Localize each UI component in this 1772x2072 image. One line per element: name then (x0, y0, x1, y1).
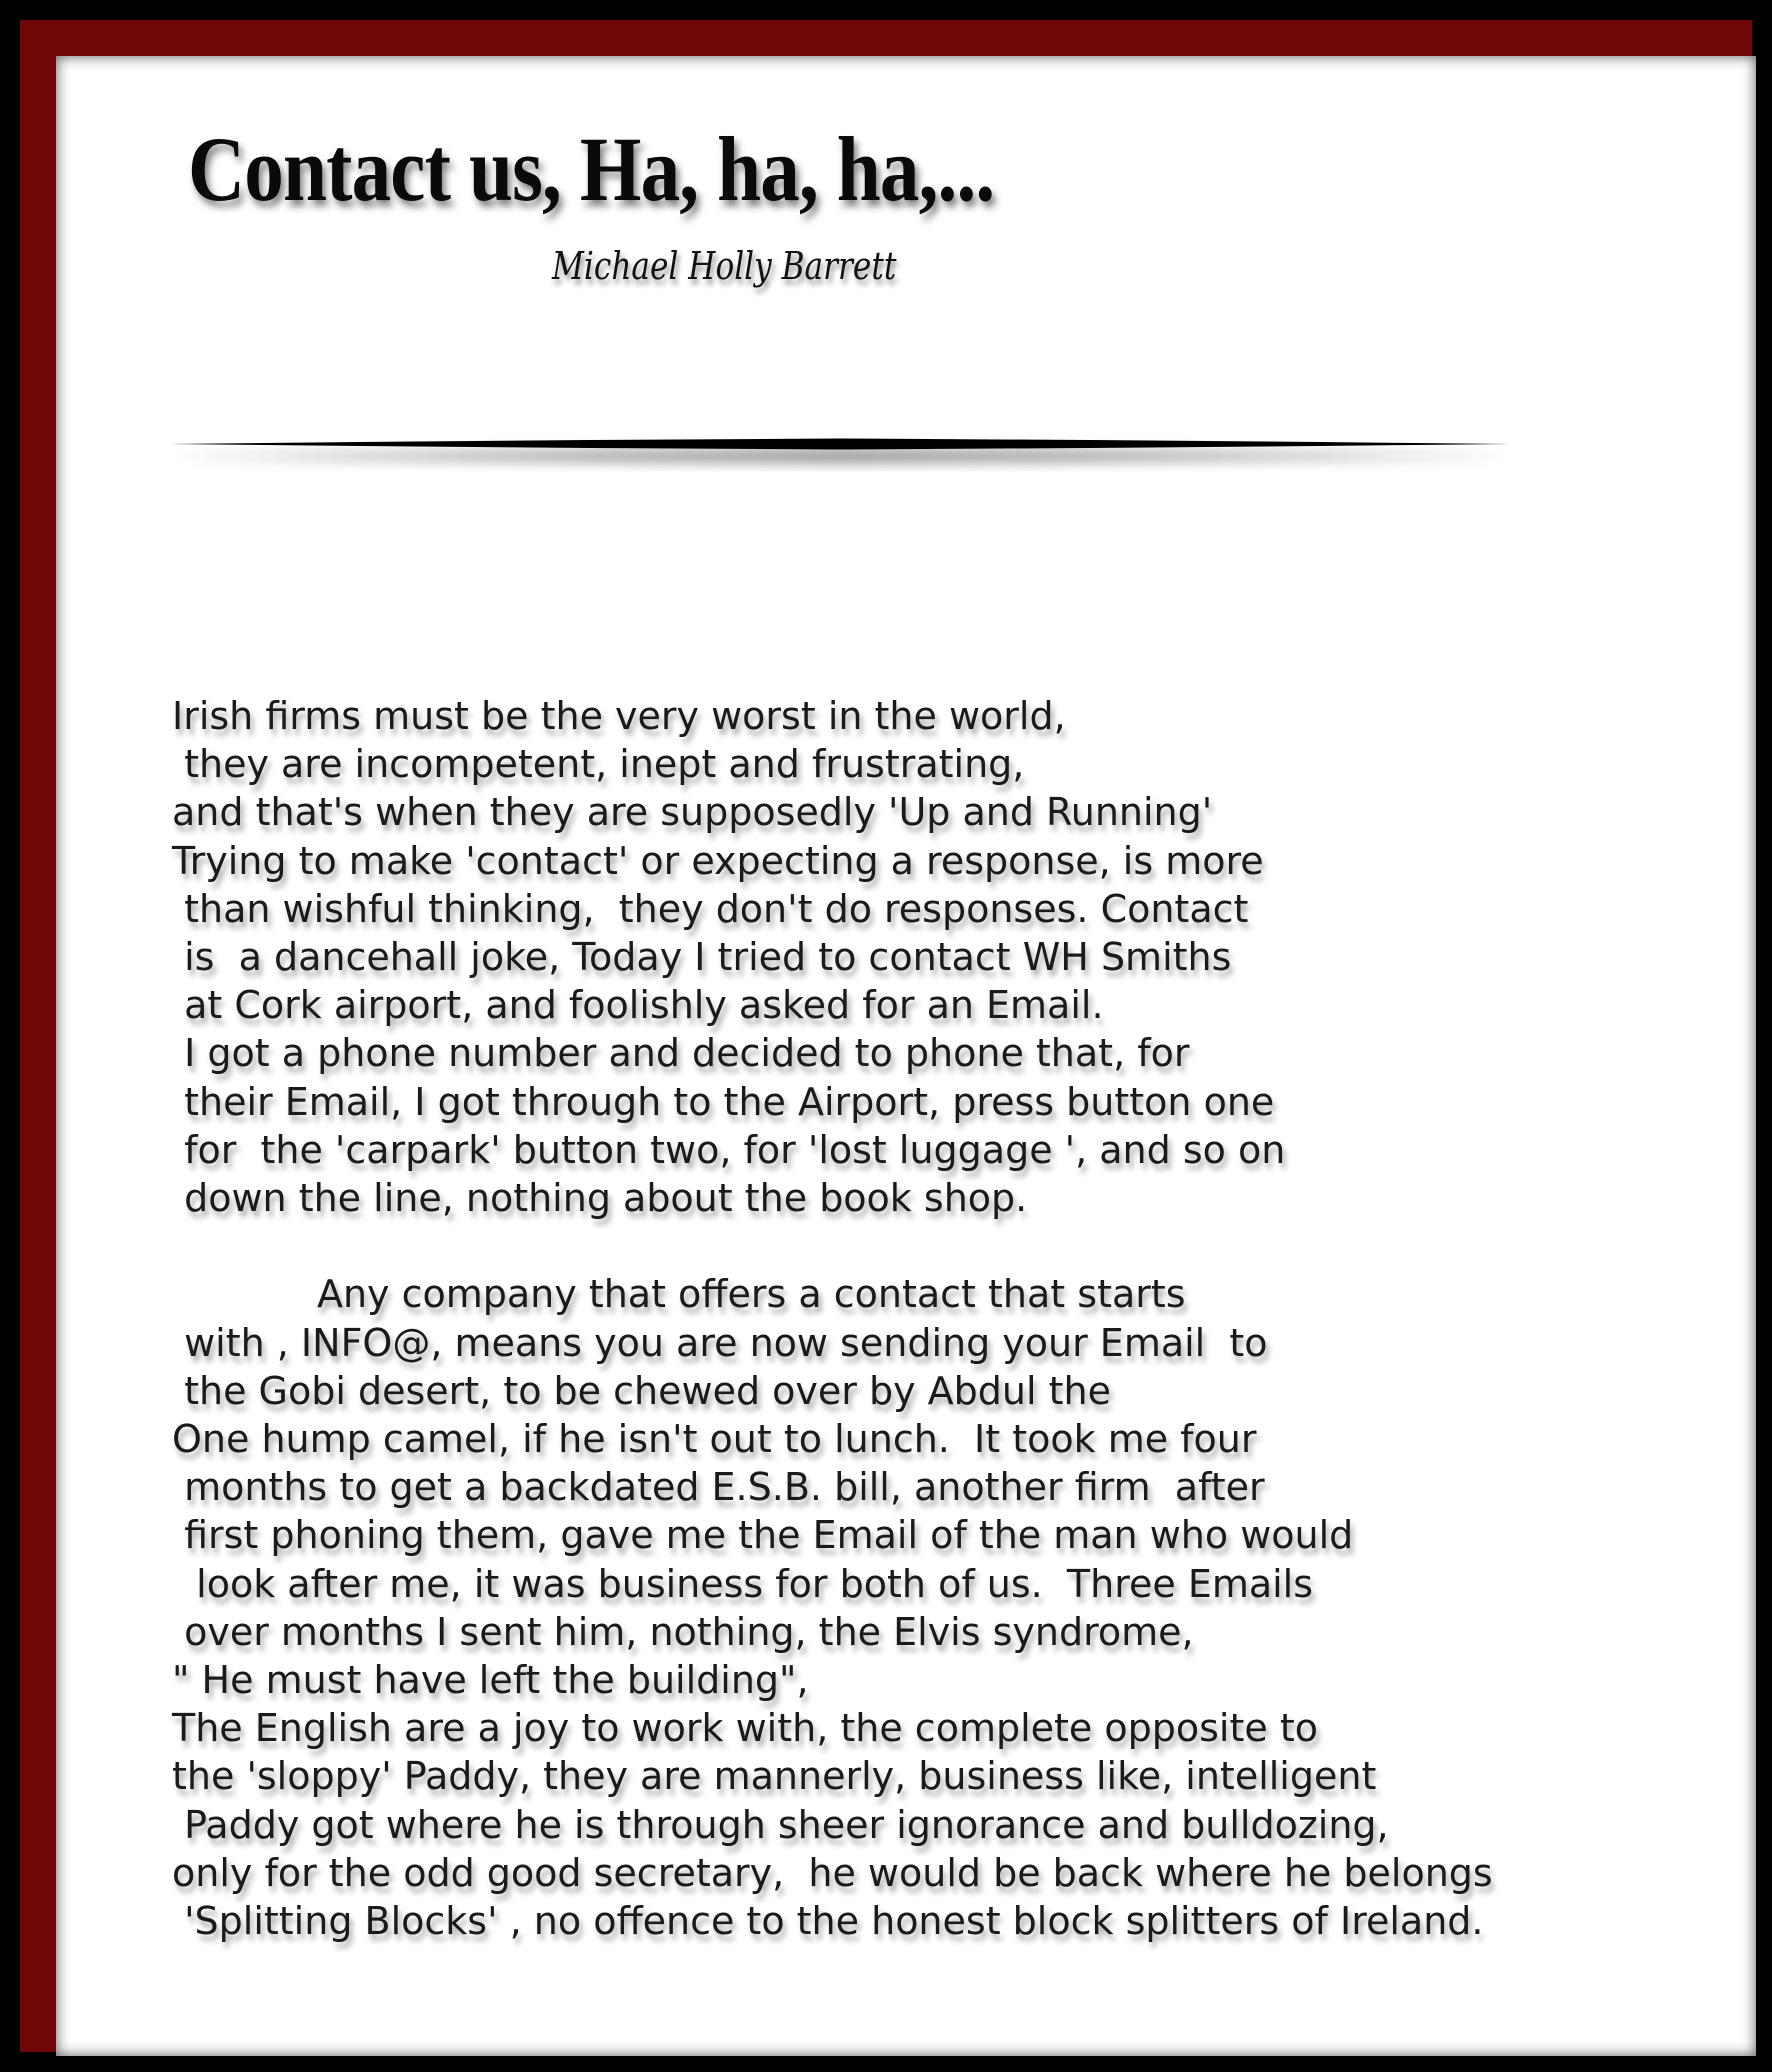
text-line: Any company that offers a contact that starts (172, 1272, 1186, 1317)
text-line: and that's when they are supposedly 'Up and Running' (172, 790, 1213, 835)
author-name: Michael Holly Barrett (552, 244, 897, 288)
text-line: look after me, it was business for both of us. Three Emails (172, 1561, 1314, 1606)
text-line (172, 1222, 1612, 1270)
poem-body (172, 692, 1612, 1945)
text-line: Trying to make 'contact' or expecting a response, is more (172, 838, 1264, 883)
text-line: The English are a joy to work with, the complete opposite to (172, 1706, 1318, 1751)
text-line: " He must have left the building", (172, 1658, 809, 1703)
text-line: the Gobi desert, to be chewed over by Abdul the (172, 1368, 1111, 1413)
text-line: for the 'carpark' button two, for 'lost luggage ', and so on (172, 1127, 1286, 1172)
text-line: than wishful thinking, they don't do responses. Contact (172, 886, 1249, 931)
text-line: months to get a backdated E.S.B. bill, another firm after (172, 1465, 1265, 1510)
decorative-divider (170, 432, 1510, 472)
text-line: One hump camel, if he isn't out to lunch. It took me four (172, 1417, 1257, 1462)
text-line: first phoning them, gave me the Email of the man who would (172, 1513, 1354, 1558)
text-line: the 'sloppy' Paddy, they are mannerly, business like, intelligent (172, 1754, 1377, 1799)
text-line: I got a phone number and decided to phone that, for (172, 1031, 1190, 1076)
text-line: with , INFO@, means you are now sending your Email to (172, 1320, 1268, 1365)
text-line: Irish firms must be the very worst in the world, (172, 694, 1066, 738)
document-page (56, 56, 1756, 2056)
text-line: over months I sent him, nothing, the Elvis syndrome, (172, 1609, 1194, 1654)
text-line: only for the odd good secretary, he would be back where he belongs (172, 1850, 1493, 1895)
text-line: at Cork airport, and foolishly asked for an Email. (172, 983, 1104, 1028)
text-line: they are incompetent, inept and frustrating, (172, 742, 1025, 787)
text-line: 'Splitting Blocks' , no offence to the honest block splitters of Ireland. (172, 1899, 1484, 1944)
text-line: is a dancehall joke, Today I tried to contact WH Smiths (172, 935, 1232, 980)
document-title: Contact us, Ha, ha, ha,... (188, 118, 995, 220)
text-line: Paddy got where he is through sheer ignorance and bulldozing, (172, 1802, 1389, 1847)
text-line: their Email, I got through to the Airport, press button one (172, 1079, 1275, 1124)
text-line: down the line, nothing about the book shop. (172, 1176, 1028, 1221)
